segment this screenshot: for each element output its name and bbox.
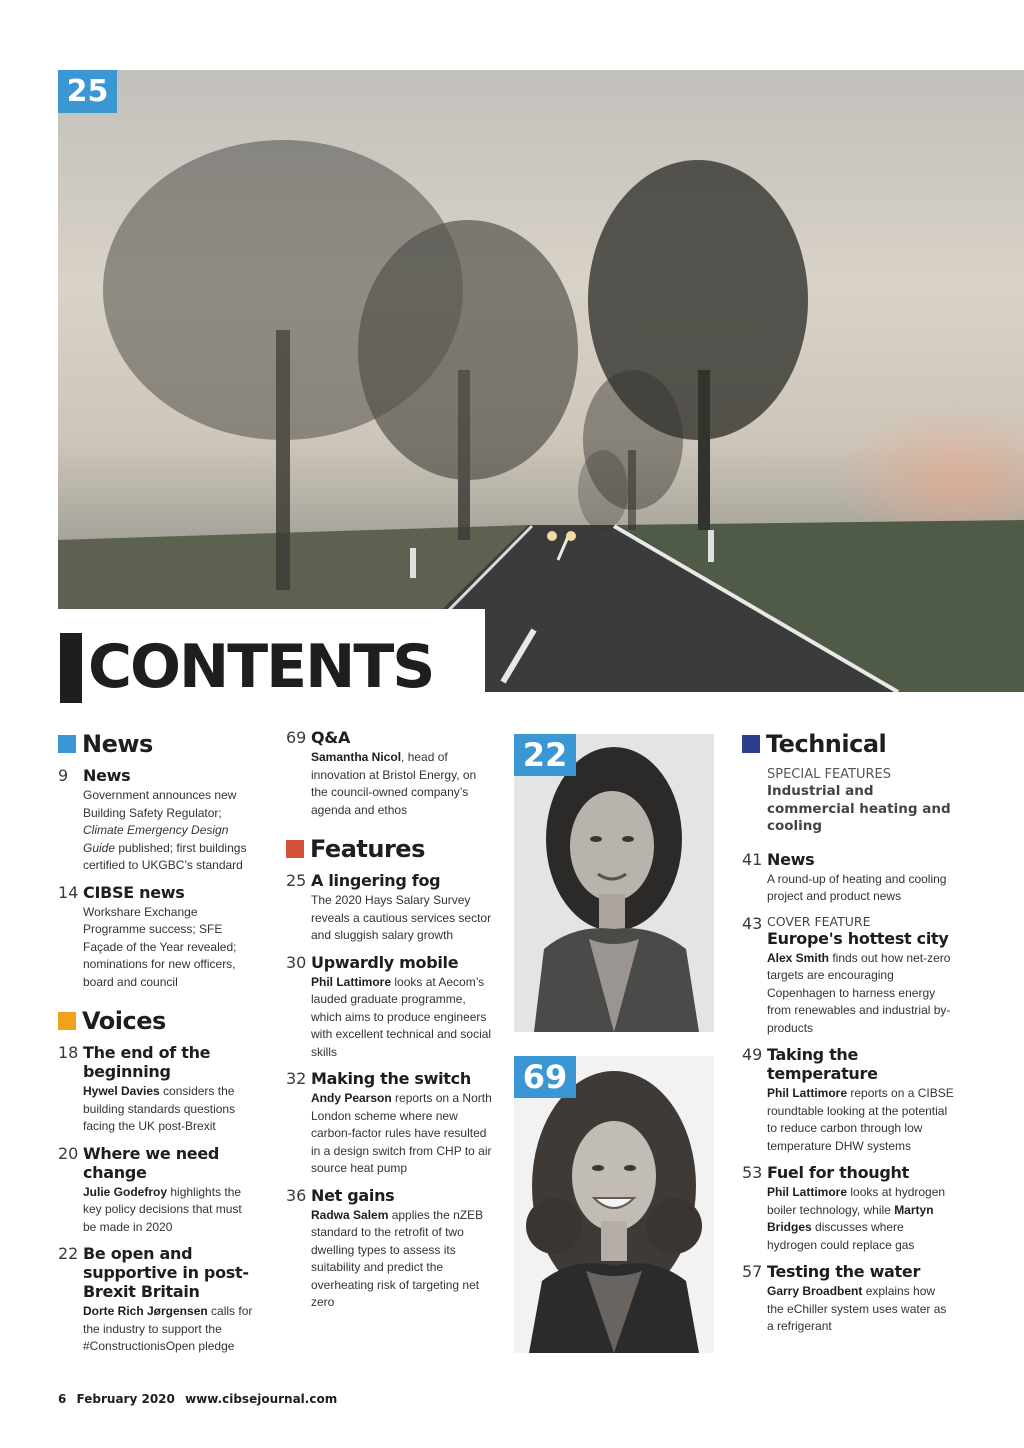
entry-title: News xyxy=(83,766,131,785)
entry-text: Julie Godefroy highlights the key policy decisions that must be made in 2020 xyxy=(83,1184,242,1234)
entry-title: The end of the beginning xyxy=(83,1043,211,1081)
technical-square-icon xyxy=(742,735,760,753)
section-head-voices xyxy=(58,1005,258,1037)
toc-entry[interactable] xyxy=(286,871,496,945)
entry-text: Dorte Rich Jørgensen calls for the industry to support the #ConstructionisOpen pledge xyxy=(83,1304,253,1353)
toc-entry[interactable] xyxy=(742,914,954,1038)
toc-entry[interactable] xyxy=(58,1244,258,1356)
page-number: 14 xyxy=(58,882,79,902)
section-head-news xyxy=(58,728,258,760)
entry-title: Upwardly mobile xyxy=(311,952,459,972)
woman-portrait-image xyxy=(514,734,714,1032)
page-number: 36 xyxy=(286,1185,307,1205)
page-number: 41 xyxy=(742,849,763,869)
entry-title: Where we need change xyxy=(83,1143,220,1182)
page-number-badge: 25 xyxy=(58,70,117,113)
toc-entry[interactable] xyxy=(58,1144,258,1237)
foggy-road-image xyxy=(58,70,1024,692)
portrait-radwa xyxy=(514,1056,714,1353)
toc-entry[interactable] xyxy=(286,953,496,1062)
page-number: 9 xyxy=(58,766,69,785)
entry-title: CIBSE news xyxy=(83,882,185,902)
entry-text: Alex Smith finds out how net-zero targets are encouraging Copenhagen to harness energy from renewables and industrial by-products xyxy=(767,950,951,1035)
entry-text: Workshare Exchange Programme success; SFE Façade of the Year revealed; nominations for new officers, board and council xyxy=(83,904,237,989)
toc-entry[interactable] xyxy=(742,850,954,906)
entry-title: Fuel for thought xyxy=(767,1163,909,1182)
entry-text: A round-up of heating and cooling project and product news xyxy=(767,871,947,903)
entry-text: Samantha Nicol, head of innovation at Bristol Energy, on the council-owned company’s agenda and ethos xyxy=(311,750,477,817)
entry-title: News xyxy=(767,849,815,869)
entry-text: The 2020 Hays Salary Survey reveals a cautious services sector and sluggish salary growth xyxy=(311,893,492,942)
footer-date: February 2020 xyxy=(76,1392,175,1406)
column-technical xyxy=(742,728,954,1344)
entry-text: Hywel Davies considers the building standards questions facing the UK post-Brexit xyxy=(83,1084,236,1133)
portrait-page-badge: 69 xyxy=(514,1056,576,1098)
special-features-title[interactable]: Industrial and commercial heating and cooling xyxy=(767,783,951,834)
entry-title: Q&A xyxy=(311,728,351,747)
entry-text: Garry Broadbent explains how the eChiller system uses water as a refrigerant xyxy=(767,1284,947,1333)
page-footer xyxy=(58,1392,343,1406)
toc-entry[interactable] xyxy=(286,728,496,819)
column-news-voices xyxy=(58,728,258,1364)
page-number: 43 xyxy=(742,913,763,933)
voices-square-icon xyxy=(58,1012,76,1030)
entry-title: Making the switch xyxy=(311,1069,471,1088)
section-title-voices: Voices xyxy=(82,1007,166,1035)
page-number: 57 xyxy=(742,1262,763,1281)
entry-title: Europe's hottest city xyxy=(767,928,949,948)
portrait-page-badge: 22 xyxy=(514,734,576,776)
section-title-features: Features xyxy=(310,835,425,863)
toc-entry[interactable] xyxy=(742,1262,954,1336)
woman-portrait-image xyxy=(514,1056,714,1353)
footer-page-number: 6 xyxy=(58,1392,67,1406)
toc-entry[interactable] xyxy=(58,766,258,875)
special-features-label: SPECIAL FEATURES xyxy=(767,767,892,782)
page-title: CONTENTS xyxy=(88,632,434,702)
portrait-samantha xyxy=(514,734,714,1032)
section-title-technical: Technical xyxy=(766,730,887,758)
entry-title: Testing the water xyxy=(767,1262,921,1281)
section-head-technical xyxy=(742,728,954,760)
entry-text: Phil Lattimore looks at hydrogen boiler technology, while Martyn Bridges discusses where hydrogen could replace gas xyxy=(767,1185,946,1252)
toc-entry[interactable] xyxy=(58,1043,258,1136)
hero-photo xyxy=(58,70,1024,692)
page-number: 32 xyxy=(286,1069,307,1088)
toc-entry[interactable] xyxy=(286,1186,496,1312)
toc-entry[interactable] xyxy=(58,883,258,992)
page-number: 69 xyxy=(286,728,307,747)
entry-title: Be open and supportive in post-Brexit Britain xyxy=(83,1244,249,1301)
page-number: 18 xyxy=(58,1043,79,1062)
footer-url[interactable]: www.cibsejournal.com xyxy=(185,1392,338,1406)
page-number: 49 xyxy=(742,1045,763,1064)
page-number: 25 xyxy=(286,871,307,890)
entry-title: A lingering fog xyxy=(311,871,441,890)
news-square-icon xyxy=(58,735,76,753)
page-number: 53 xyxy=(742,1163,763,1182)
page-number: 30 xyxy=(286,952,307,972)
entry-text: Andy Pearson reports on a North London scheme where new carbon-factor rules have resulted in a design switch from CHP to air source heat pump xyxy=(311,1091,492,1175)
toc-entry[interactable] xyxy=(742,1045,954,1155)
page-number: 22 xyxy=(58,1244,79,1263)
entry-title: Net gains xyxy=(311,1185,395,1205)
features-square-icon xyxy=(286,840,304,858)
toc-entry[interactable] xyxy=(742,1163,954,1254)
entry-text: Radwa Salem applies the nZEB standard to the retrofit of two dwelling types to assess its suitability and predict the overheating risk of targeting net zero xyxy=(311,1207,484,1309)
entry-text: Government announces new Building Safety Regulator; Climate Emergency Design Guide published; first buildings certified to UKGBC’s standard xyxy=(83,788,247,872)
contents-bar xyxy=(60,633,82,703)
contents-heading-box xyxy=(58,609,485,701)
section-head-features xyxy=(286,833,496,865)
entry-text: Phil Lattimore looks at Aecom’s lauded graduate programme, which aims to produce engineers with excellent technical and social skills xyxy=(311,974,492,1059)
cover-feature-label: COVER FEATURE xyxy=(767,913,871,929)
entry-text: Phil Lattimore reports on a CIBSE roundtable looking at the potential to reduce carbon through low temperature DHW systems xyxy=(767,1086,954,1153)
section-title-news: News xyxy=(82,730,153,758)
entry-title: Taking the temperature xyxy=(767,1045,878,1083)
toc-entry[interactable] xyxy=(286,1069,496,1178)
column-qa-features xyxy=(286,728,496,1320)
page-number: 20 xyxy=(58,1143,79,1163)
